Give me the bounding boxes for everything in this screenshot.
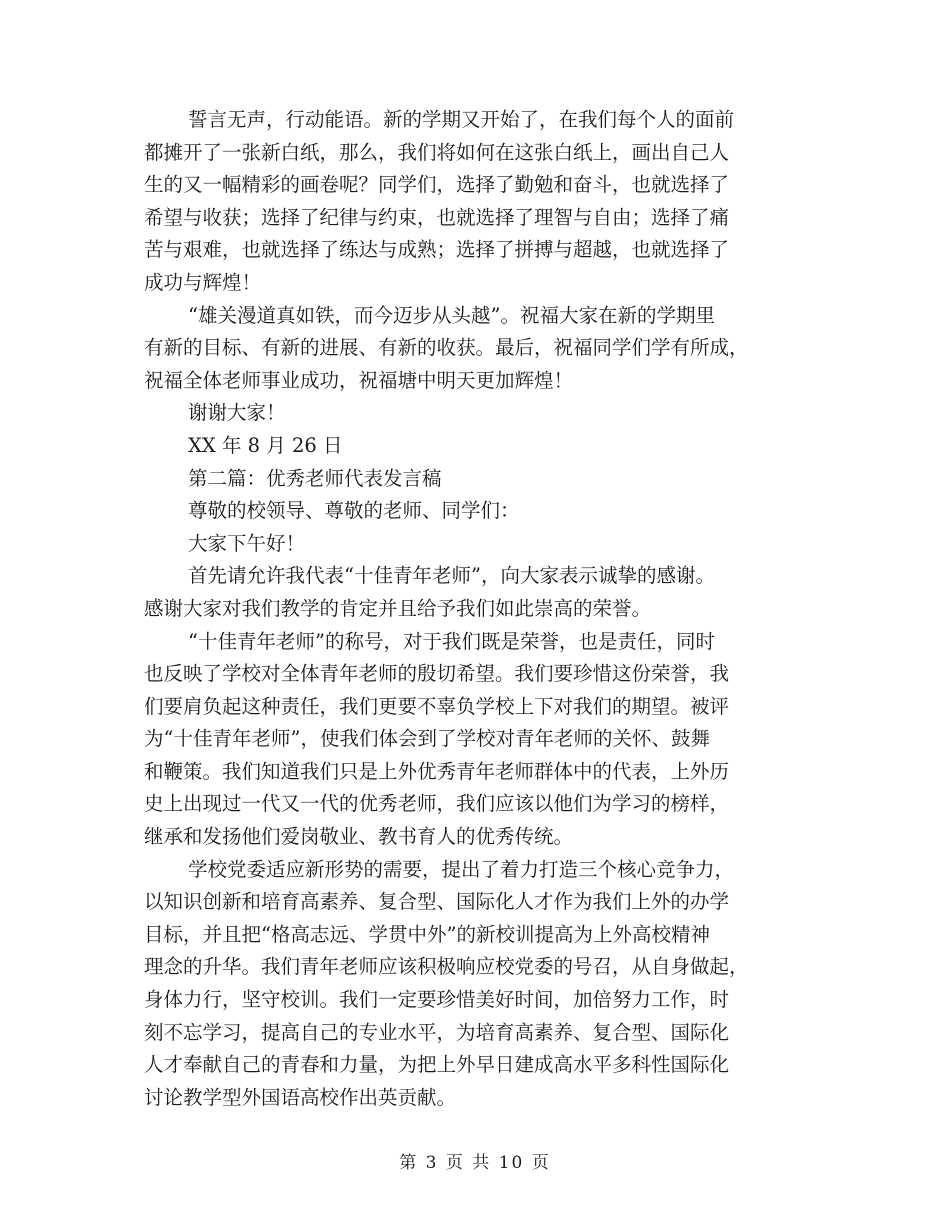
paragraph xyxy=(144,397,804,430)
text-line: “十佳青年老师”的称号，对于我们既是荣誉，也是责任，同时 xyxy=(188,629,715,653)
paragraph xyxy=(144,463,804,496)
text-line: 为“十佳青年老师”，使我们体会到了学校对青年老师的关怀、鼓舞 xyxy=(144,727,710,751)
text-line: 首先请允许我代表“十佳青年老师”，向大家表示诚挚的感谢。 xyxy=(188,564,715,588)
text-line: 人才奉献自己的青春和力量，为把上外早日建成高水平多科性国际化 xyxy=(144,1053,730,1077)
text-line: 苦与艰难，也就选择了练达与成熟；选择了拼搏与超越，也就选择了 xyxy=(144,238,730,262)
text-line: 尊敬的校领导、尊敬的老师、同学们： xyxy=(188,499,520,523)
text-line: 身体力行，坚守校训。我们一定要珍惜美好时间，加倍努力工作，时 xyxy=(144,988,730,1012)
paragraph xyxy=(144,626,804,854)
paragraph xyxy=(144,430,804,463)
paragraph xyxy=(144,300,804,398)
text-line: 理念的升华。我们青年老师应该积极响应校党委的号召，从自身做起， xyxy=(144,955,749,979)
text-line: 成功与辉煌！ xyxy=(144,270,262,294)
document-body xyxy=(144,104,804,1114)
text-line: 都摊开了一张新白纸，那么，我们将如何在这张白纸上，画出自己人 xyxy=(144,140,730,164)
text-line: 有新的目标、有新的进展、有新的收获。最后，祝福同学们学有所成， xyxy=(144,336,749,360)
text-line: “雄关漫道真如铁，而今迈步从头越”。祝福大家在新的学期里 xyxy=(188,303,715,327)
text-line: 史上出现过一代又一代的优秀老师，我们应该以他们为学习的榜样， xyxy=(144,792,730,816)
text-line: 刻不忘学习，提高自己的专业水平，为培育高素养、复合型、国际化 xyxy=(144,1020,730,1044)
text-line: 学校党委适应新形势的需要，提出了着力打造三个核心竞争力， xyxy=(188,857,735,881)
paragraph xyxy=(144,495,804,528)
text-line: 誓言无声，行动能语。新的学期又开始了，在我们每个人的面前 xyxy=(188,108,735,131)
page-number-footer: 第 3 页 共 10 页 xyxy=(399,1153,551,1173)
text-line: 也反映了学校对全体青年老师的殷切希望。我们要珍惜这份荣誉，我 xyxy=(144,662,730,686)
text-line: 谢谢大家！ xyxy=(188,401,286,425)
text-line: 目标，并且把“格高志远、学贯中外”的新校训提高为上外高校精神 xyxy=(144,922,710,946)
text-line: 第二篇：优秀老师代表发言稿 xyxy=(188,466,442,490)
text-line: 继承和发扬他们爱岗敬业、教书育人的优秀传统。 xyxy=(144,825,574,849)
text-line: 感谢大家对我们教学的肯定并且给予我们如此崇高的荣誉。 xyxy=(144,596,652,620)
text-line: 以知识创新和培育高素养、复合型、国际化人才作为我们上外的办学 xyxy=(144,890,730,914)
text-line: 们要肩负起这种责任，我们更要不辜负学校上下对我们的期望。被评 xyxy=(144,694,730,718)
text-line: XX 年 8 月 26 日 xyxy=(188,433,343,457)
paragraph xyxy=(144,854,804,1115)
text-line: 讨论教学型外国语高校作出英贡献。 xyxy=(144,1085,457,1109)
paragraph xyxy=(144,104,804,300)
text-line: 祝福全体老师事业成功，祝福塘中明天更加辉煌！ xyxy=(144,368,574,392)
paragraph xyxy=(144,528,804,561)
text-line: 和鞭策。我们知道我们只是上外优秀青年老师群体中的代表，上外历 xyxy=(144,759,730,783)
text-line: 希望与收获；选择了纪律与约束，也就选择了理智与自由；选择了痛 xyxy=(144,205,730,229)
paragraph xyxy=(144,560,804,625)
text-line: 生的又一幅精彩的画卷呢？同学们，选择了勤勉和奋斗，也就选择了 xyxy=(144,173,730,197)
text-line: 大家下午好！ xyxy=(188,531,306,555)
